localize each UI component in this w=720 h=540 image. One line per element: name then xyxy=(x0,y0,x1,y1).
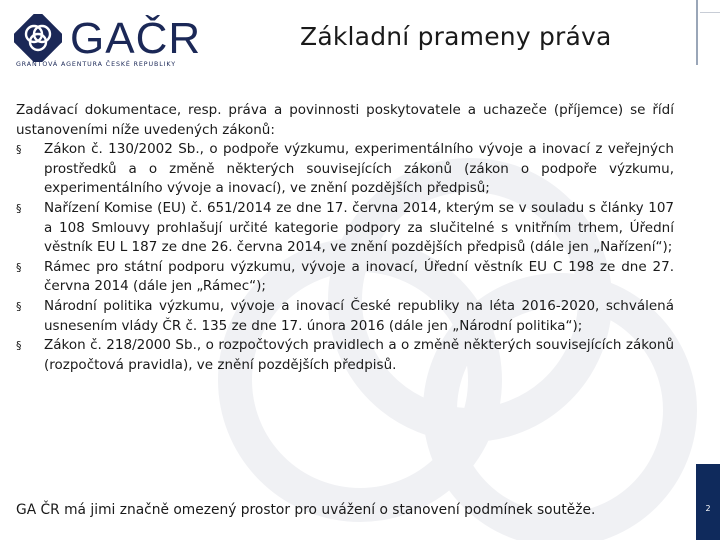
page-title: Základní prameny práva xyxy=(300,22,612,51)
list-item xyxy=(16,336,674,375)
conclusion-text: GA ČR má jimi značně omezený prostor pro uvážení o stanovení podmínek soutěže. xyxy=(16,502,596,518)
law-list xyxy=(16,140,674,375)
list-item xyxy=(16,199,674,258)
header-rule xyxy=(700,12,720,13)
bullet-icon: § xyxy=(16,299,22,313)
bullet-icon: § xyxy=(16,201,22,215)
logo xyxy=(14,8,202,70)
slide-content xyxy=(16,101,674,375)
list-item-text: Rámec pro státní podporu výzkumu, vývoje a inovací, Úřední věstník EU C 198 ze dne 27. června 2014 (dále jen „Rámec“); xyxy=(44,258,674,295)
list-item xyxy=(16,297,674,336)
list-item-text: Zákon č. 218/2000 Sb., o rozpočtových pravidlech a o změně některých souvisejících zákonů (rozpočtová pravidla), ve znění pozdějších předpisů. xyxy=(44,337,674,373)
page-number-box xyxy=(696,464,720,540)
logo-subtitle: GRANTOVÁ AGENTURA ČESKÉ REPUBLIKY xyxy=(16,61,176,68)
list-item-text: Nařízení Komise (EU) č. 651/2014 ze dne 17. června 2014, kterým se v souladu s články 107 a 108 Smlouvy prohlašují určité kategorie podpory za slučitelné s vnitřním trhem, Úřední věstník EU L 187 ze dne 26. června 2014, ve znění pozdějších předpisů (dále jen „Nařízení“); xyxy=(44,199,674,256)
list-item xyxy=(16,258,674,297)
list-item-text: Národní politika výzkumu, vývoje a inovací České republiky na léta 2016-2020, schválená usnesením vlády ČR č. 135 ze dne 17. února 2016 (dále jen „Národní politika“); xyxy=(44,297,674,334)
list-item-text: Zákon č. 130/2002 Sb., o podpoře výzkumu, experimentálního vývoje a inovací z veřejných prostředků a o změně některých souvisejících zákonů (zákon o podpoře výzkumu, experimentálního vývoje a inovací), ve znění pozdějších předpisů; xyxy=(44,141,674,197)
intro-paragraph: Zadávací dokumentace, resp. práva a povinnosti poskytovatele a uchazeče (příjemce) se řídí ustanoveními níže uvedených zákonů: xyxy=(16,102,674,138)
logo-text: GAČR xyxy=(70,14,202,63)
page-number: 2 xyxy=(705,504,711,513)
bullet-icon: § xyxy=(16,339,22,353)
list-item xyxy=(16,140,674,199)
header-divider xyxy=(696,0,698,65)
bullet-icon: § xyxy=(16,260,22,274)
bullet-icon: § xyxy=(16,143,22,157)
gacr-knot-icon xyxy=(14,14,62,62)
